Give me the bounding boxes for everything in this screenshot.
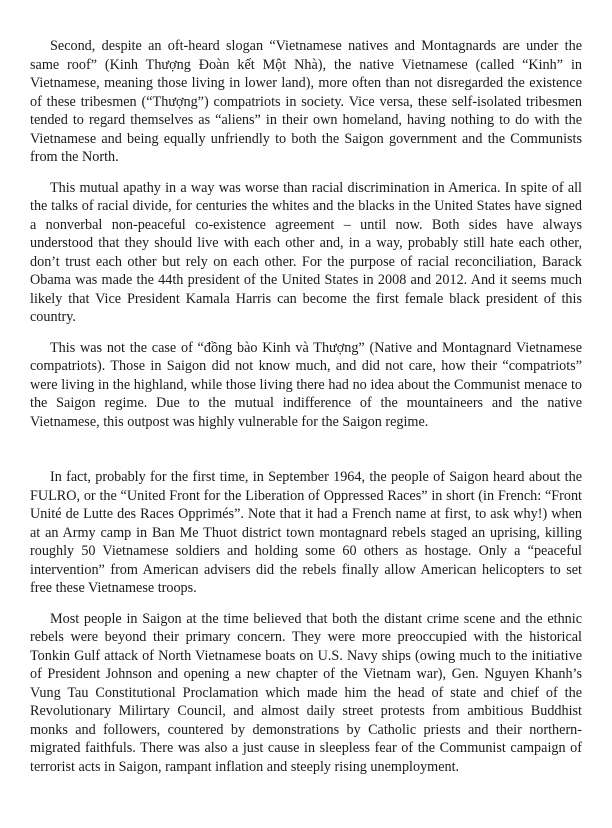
paragraph-compatriots: This was not the case of “đồng bào Kinh và Thượng” (Native and Montagnard Vietnamese compatriots). Those in Saigon did not know much, and did not care, how their “compatriots” were living in the highland, while those living there had no idea about the Communist menace to the Saigon regime. Due to the mutual indifference of the mountaineers and the native Vietnamese, this outpost was highly vulnerable for the Saigon regime. bbox=[30, 339, 582, 430]
paragraph-fulro: In fact, probably for the first time, in September 1964, the people of Saigon heard about the FULRO, or the “United Front for the Liberation of Oppressed Races” in short (in French: “Front Unité de Lutte des Races Opprimés”. Note that it had a French name at first, to ask why!) when at an Army camp in Ban Me Thuot district town montagnard rebels staged an uprising, killing roughly 50 Vietnamese soldiers and holding some 60 others as hostage. Only a “peaceful intervention” from American advisers did the rebels finally allow American helicopters to set free these Vietnamese troops. bbox=[30, 469, 582, 596]
document-page bbox=[30, 37, 582, 788]
paragraph-mutual-apathy: This mutual apathy in a way was worse than racial discrimination in America. In spite of all the talks of racial divide, for centuries the whites and the blacks in the United States have signed a nonverbal non-peaceful co-existence agreement – until now. Both sides have always understood that they should live with each other and, in a way, probably still hate each other, don’t trust each other but rely on each other. For the purpose of racial reconciliation, Barack Obama was made the 44th president of the United States in 2008 and 2012. And it seems much likely that Vice President Kamala Harris can become the first female black president of this country. bbox=[30, 179, 582, 325]
paragraph-slogan: Second, despite an oft-heard slogan “Vietnamese natives and Montagnards are under the same roof” (Kinh Thượng Đoàn kết Một Nhà), the native Vietnamese (called “Kinh” in Vietnamese, meaning those living in lower land), more often than not disregarded the existence of these tribesmen (“Thượng”) compatriots in society. Vice versa, these self-isolated tribesmen tended to regard themselves as “aliens” in their own homeland, having nothing to do with the Vietnamese and being equally unfriendly to both the Saigon government and the Communists from the North. bbox=[30, 38, 582, 165]
paragraph-saigon-concerns: Most people in Saigon at the time believed that both the distant crime scene and the ethnic rebels were beyond their primary concern. They were more preoccupied with the historical Tonkin Gulf attack of North Vietnamese boats on U.S. Navy ships (owing much to the initiative of President Johnson and opening a new chapter of the Vietnam war), Gen. Nguyen Khanh’s Vung Tau Constitutional Proclamation which made him the head of state and chief of the Revolutionary Milirtary Council, and almost daily street protests from ambitious Buddhist monks and followers, countered by demonstrations by Catholic priests and their northern-migrated faithfuls. There was also a just cause in sleepless fear of the Communist campaign of terrorist acts in Saigon, rampant inflation and steeply rising unemployment. bbox=[30, 610, 582, 775]
